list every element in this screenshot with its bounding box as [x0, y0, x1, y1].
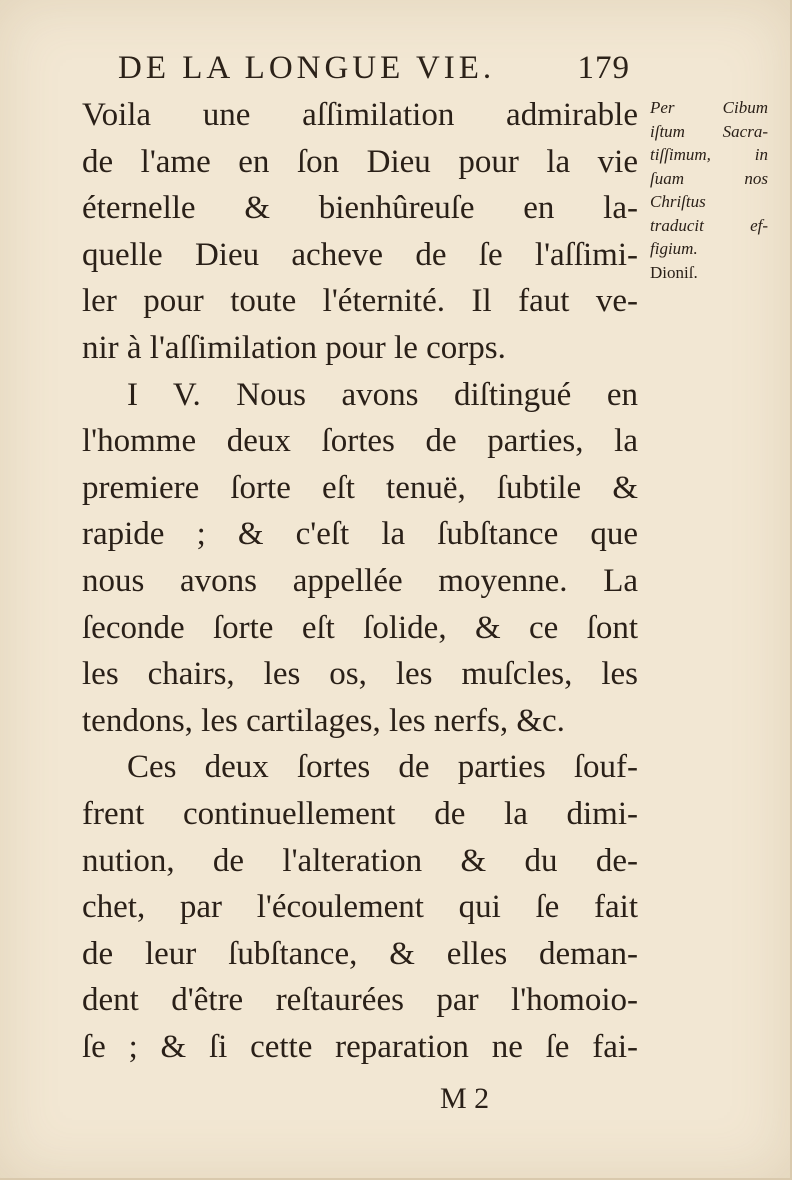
body-text	[82, 92, 638, 1070]
text-line: les chairs, les os, les muſcles, les	[82, 656, 638, 693]
note-line: figium.	[650, 239, 698, 258]
note-line: Chriſtus	[650, 192, 706, 211]
text-line: l'homme deux ſortes de parties, la	[82, 423, 638, 460]
signature-mark: M 2	[440, 1082, 490, 1115]
note-line: tiſſimum, in	[650, 145, 768, 164]
text-line: frent continuellement de la dimi-	[82, 795, 638, 832]
page-number: 179	[577, 50, 630, 86]
text-line: Voila une aſſimilation admirable	[82, 97, 638, 133]
text-line: ſe ; & ſi cette reparation ne ſe fai-	[82, 1028, 638, 1065]
section-start-line: I V. Nous avons diſtingué en	[127, 376, 638, 413]
text-line: chet, par l'écoulement qui ſe fait	[82, 889, 638, 926]
text-line: de leur ſubſtance, & elles deman-	[82, 935, 638, 972]
note-line: Per Cibum	[650, 98, 768, 117]
text-line: premiere ſorte eſt tenuë, ſubtile &	[82, 469, 638, 506]
note-line: iſtum Sacra-	[650, 121, 768, 141]
paragraph-start-line: Ces deux ſortes de parties ſouf-	[127, 749, 638, 786]
text-line: ſeconde ſorte eſt ſolide, & ce ſont	[82, 609, 638, 646]
text-line: nous avons appellée moyenne. La	[82, 562, 638, 599]
page-header	[118, 46, 630, 92]
text-line: rapide ; & c'eſt la ſubſtance que	[82, 516, 638, 553]
text-line: tendons, les cartilages, les nerfs, &c.	[82, 702, 565, 739]
marginal-note	[650, 96, 768, 284]
text-line: éternelle & bienhûreuſe en la-	[82, 190, 638, 227]
text-line: de l'ame en ſon Dieu pour la vie	[82, 143, 638, 180]
text-line: quelle Dieu acheve de ſe l'aſſimi-	[82, 236, 638, 273]
text-line: dent d'être reſtaurées par l'homoio-	[82, 982, 638, 1019]
note-line: traducit ef-	[650, 215, 768, 235]
text-line: ler pour toute l'éternité. Il faut ve-	[82, 283, 638, 320]
text-line: nir à l'aſſimilation pour le corps.	[82, 329, 506, 366]
note-source: Dioniſ.	[650, 262, 698, 282]
note-line: ſuam nos	[650, 168, 768, 188]
running-title: DE LA LONGUE VIE.	[118, 50, 496, 86]
text-line: nution, de l'alteration & du de-	[82, 842, 638, 879]
